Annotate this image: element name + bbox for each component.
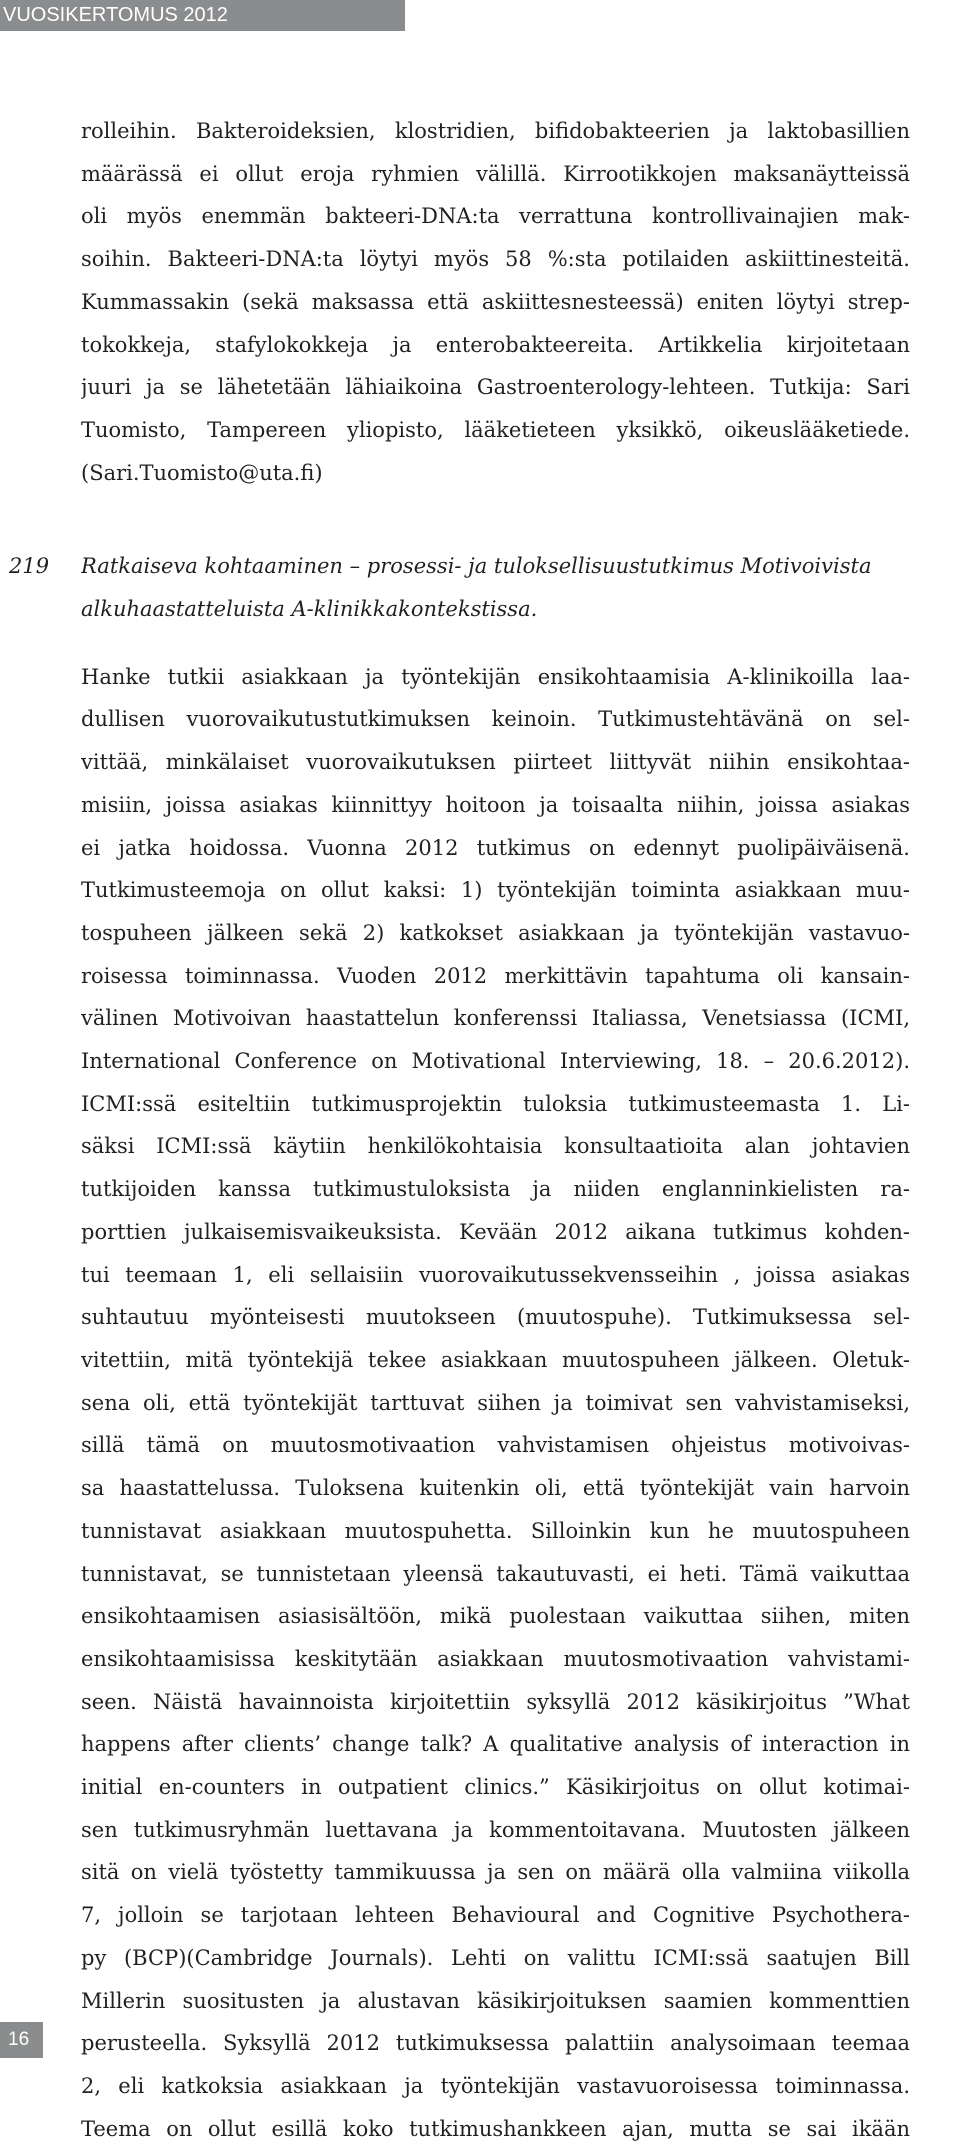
item-title-line-1: Ratkaiseva kohtaaminen – prosessi- ja tuloksellisuustutkimus Motivoivista [81,554,872,579]
item-body-line-27: initial en-counters in outpatient clinics.” Käsikirjoitus on ollut kotimai- [81,1775,910,1800]
item-body-line-21: tunnistavat asiakkaan muutospuhetta. Silloinkin kun he muutospuheen [81,1518,910,1543]
continuation-line-8: Tuomisto, Tampereen yliopisto, lääketieteen yksikkö, oikeuslääketiede. [81,417,910,442]
continuation-paragraph [81,110,910,494]
item-body-line-16: suhtautuu myönteisesti muutokseen (muutospuhe). Tutkimuksessa sel- [81,1305,910,1330]
continuation-line-4: soihin. Bakteeri-DNA:ta löytyi myös 58 %:sta potilaiden askiittinesteitä. [81,247,910,272]
item-body-line-29: sitä on vielä työstetty tammikuussa ja sen on määrä olla valmiina viikolla [81,1860,910,1885]
item-body-line-24: ensikohtaamisissa keskitytään asiakkaan muutosmotivaation vahvistami- [81,1646,910,1671]
continuation-line-5: Kummassakin (sekä maksassa että askiittesnesteessä) eniten löytyi strep- [81,289,910,314]
item-body-line-10: International Conference on Motivational Interviewing, 18. – 20.6.2012). [81,1049,910,1074]
item-body-line-30: 7, jolloin se tarjotaan lehteen Behavioural and Cognitive Psychothera- [81,1903,910,1928]
item-body-line-33: perusteella. Syksyllä 2012 tutkimuksessa palattiin analysoimaan teemaa [81,2031,910,2056]
item-body-line-35: Teema on ollut esillä koko tutkimushankkeen ajan, mutta se sai ikään [81,2116,910,2141]
header-bar [0,0,405,31]
continuation-line-7: juuri ja se lähetetään lähiaikoina Gastroenterology-lehteen. Tutkija: Sari [81,375,910,400]
item-body-line-7: tospuheen jälkeen sekä 2) katkokset asiakkaan ja työntekijän vastavuo- [81,920,910,945]
page-number-tab [0,2022,43,2058]
item-number: 219 [9,554,50,579]
item-body-line-4: misiin, joissa asiakas kiinnittyy hoitoon ja toisaalta niihin, joissa asiakas [81,792,910,817]
item-body-line-15: tui teemaan 1, eli sellaisiin vuorovaikutussekvensseihin , joissa asiakas [81,1262,910,1287]
continuation-line-6: tokokkeja, stafylokokkeja ja enterobakteereita. Artikkelia kirjoitetaan [81,332,910,357]
item-body-line-18: sena oli, että työntekijät tarttuvat siihen ja toimivat sen vahvistamiseksi, [81,1390,910,1415]
item-body-line-1: Hanke tutkii asiakkaan ja työntekijän ensikohtaamisia A-klinikoilla laa- [81,664,910,689]
item-body-line-12: säksi ICMI:ssä käytiin henkilökohtaisia konsultaatioita alan johtavien [81,1134,910,1159]
item-body-line-2: dullisen vuorovaikutustutkimuksen keinoin. Tutkimustehtävänä on sel- [81,707,910,732]
item-body-line-32: Millerin suositusten ja alustavan käsikirjoituksen saamien kommenttien [81,1988,910,2013]
item-body-line-13: tutkijoiden kanssa tutkimustuloksista ja niiden englanninkielisten ra- [81,1177,910,1202]
continuation-line-3: oli myös enemmän bakteeri-DNA:ta verrattuna kontrollivainajien mak- [81,204,910,229]
item-body-line-14: porttien julkaisemisvaikeuksista. Kevään 2012 aikana tutkimus kohden- [81,1219,910,1244]
continuation-line-2: määrässä ei ollut eroja ryhmien välillä. Kirrootikkojen maksanäytteissä [81,161,910,186]
item-body-line-20: sa haastattelussa. Tuloksena kuitenkin oli, että työntekijät vain harvoin [81,1476,910,1501]
item-body-line-8: roisessa toiminnassa. Vuoden 2012 merkittävin tapahtuma oli kansain- [81,963,910,988]
item-body-line-9: välinen Motivoivan haastattelun konferenssi Italiassa, Venetsiassa (ICMI, [81,1006,910,1031]
item-body-line-25: seen. Näistä havainnoista kirjoitettiin syksyllä 2012 käsikirjoitus ”What [81,1689,910,1714]
item-body-line-28: sen tutkimusryhmän luettavana ja kommentoitavana. Muutosten jälkeen [81,1817,910,1842]
item-body-line-34: 2, eli katkoksia asiakkaan ja työntekijän vastavuoroisessa toiminnassa. [81,2073,910,2098]
item-body-line-5: ei jatka hoidossa. Vuonna 2012 tutkimus on edennyt puolipäiväisenä. [81,835,910,860]
continuation-line-1: rolleihin. Bakteroideksien, klostridien, bifidobakteerien ja laktobasillien [81,119,910,143]
item-title [81,545,910,630]
item-body-line-17: vitettiin, mitä työntekijä tekee asiakkaan muutospuheen jälkeen. Oletuk- [81,1347,910,1372]
item-body-line-22: tunnistavat, se tunnistetaan yleensä takautuvasti, ei heti. Tämä vaikuttaa [81,1561,910,1586]
continuation-line-9: (Sari.Tuomisto@uta.fi) [81,460,323,485]
item-title-line-2: alkuhaastatteluista A-klinikkakontekstissa. [81,597,538,622]
item-body-paragraph [81,656,910,2150]
item-body-line-19: sillä tämä on muutosmotivaation vahvistamisen ohjeistus motivoivas- [81,1433,910,1458]
item-body-line-3: vittää, minkälaiset vuorovaikutuksen piirteet liittyvät niihin ensikohtaa- [81,750,910,775]
item-body-line-11: ICMI:ssä esiteltiin tutkimusprojektin tuloksia tutkimusteemasta 1. Li- [81,1091,910,1116]
page-number: 16 [8,2029,30,2050]
item-body-line-6: Tutkimusteemoja on ollut kaksi: 1) työntekijän toiminta asiakkaan muu- [81,878,910,903]
header-title: VUOSIKERTOMUS 2012 [3,4,228,26]
item-body-line-31: py (BCP)(Cambridge Journals). Lehti on valittu ICMI:ssä saatujen Bill [81,1945,910,1970]
item-body-line-26: happens after clients’ change talk? A qualitative analysis of interaction in [81,1732,910,1757]
item-body-line-23: ensikohtaamisen asiasisältöön, mikä puolestaan vaikuttaa siihen, miten [81,1604,910,1629]
